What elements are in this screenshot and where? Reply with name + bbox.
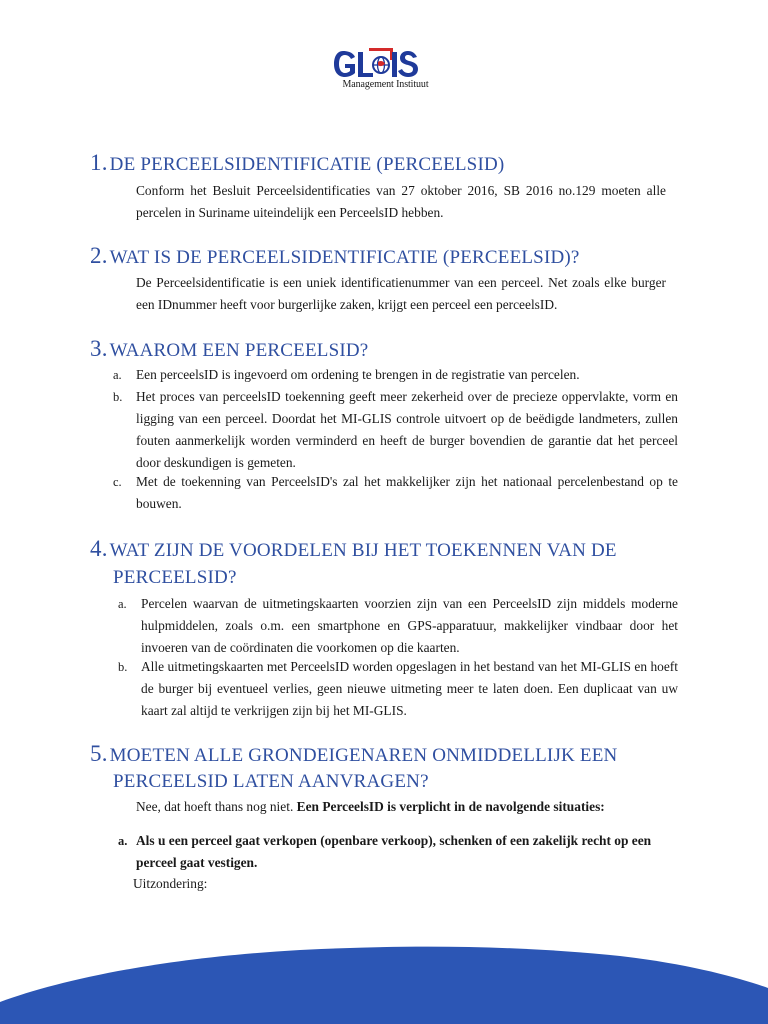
section-2-heading: 2. WAT IS DE PERCEELSIDENTIFICATIE (PERCEELSID)? (90, 243, 580, 268)
list-item: c. Met de toekenning van PerceelsID's zal het makkelijker zijn het nationaal percelenbestand op te bouwen. (113, 474, 678, 511)
section-5-heading: 5. MOETEN ALLE GRONDEIGENAREN ONMIDDELLIJK EEN (90, 741, 618, 766)
section-2-text: De Perceelsidentificatie is een uniek identificatienummer van een perceel. Net zoals elke burger een IDnummer heeft voor burgerlijke zaken, krijgt een perceel een perceelsID. (136, 275, 666, 312)
list-item: a. Als u een perceel gaat verkopen (openbare verkoop), schenken of een zakelijk recht op een perceel gaat vestigen. (118, 833, 652, 870)
section-5-heading-cont: PERCEELSID LATEN AANVRAGEN? (113, 771, 429, 792)
section-5-intro: Nee, dat hoeft thans nog niet. Een PerceelsID is verplicht in de navolgende situaties: (136, 799, 605, 814)
list-item: b. Alle uitmetingskaarten met PerceelsID worden opgeslagen in het bestand van het MI-GLIS en hoeft de burger bij eventueel verlies, geen nieuwe uitmeting meer te laten doen. Een duplicaat van uw kaart zal altijd te verkrijgen zijn bij het MI-GLIS. (118, 659, 678, 718)
logo-subtitle: Management Instituut (342, 79, 429, 90)
glis-logo-icon (333, 48, 438, 80)
list-item: a. Een perceelsID is ingevoerd om ordening te brengen in de registratie van percelen. (113, 367, 580, 382)
section-3-heading: 3. WAAROM EEN PERCEELSID? (90, 336, 369, 361)
section-1-heading: 1. DE PERCEELSIDENTIFICATIE (PERCEELSID) (90, 150, 505, 175)
list-item: a. Percelen waarvan de uitmetingskaarten voorzien zijn van een PerceelsID zijn middels moderne hulpmiddelen, zoals o.m. een smartphone en GPS-apparatuur, makkelijker vindbaar door het invoeren van de coördinaten die voorkomen op die kaarten. (118, 596, 678, 655)
footer-wave (0, 940, 768, 1024)
list-item: b. Het proces van perceelsID toekenning geeft meer zekerheid over de precieze oppervlakte, vorm en ligging van een perceel. Doordat het MI-GLIS controle uitvoert op de beëdigde landmeters, zullen fouten aanmerkelijk worden verminderd en heeft de burger bovendien de garantie dat het perceel door deskundigen is gemeten. (113, 389, 678, 470)
section-4-heading: 4. WAT ZIJN DE VOORDELEN BIJ HET TOEKENNEN VAN DE (90, 536, 617, 561)
section-1-text: Conform het Besluit Perceelsidentificaties van 27 oktober 2016, SB 2016 no.129 moeten alle percelen in Suriname uiteindelijk een PerceelsID hebben. (136, 183, 666, 220)
section-4-heading-cont: PERCEELSID? (113, 567, 237, 588)
glis-logo (333, 48, 438, 92)
section-5-note: Uitzondering: (133, 876, 208, 891)
